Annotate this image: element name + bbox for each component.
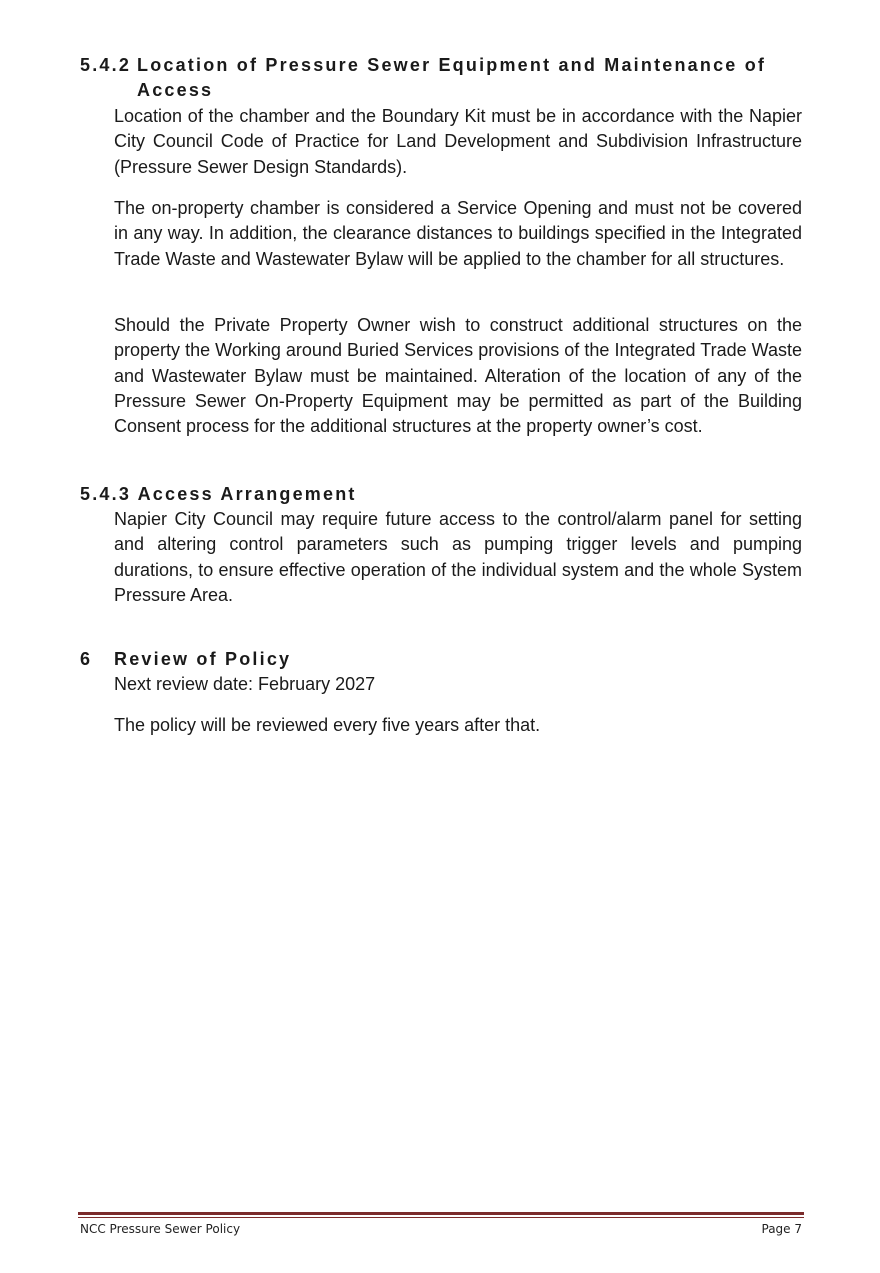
footer-document-title: NCC Pressure Sewer Policy bbox=[80, 1222, 241, 1236]
footer-rule-thin bbox=[78, 1217, 804, 1218]
section-title-line-1: Location of Pressure Sewer Equipment and Maintenance of bbox=[137, 55, 767, 75]
paragraph: The policy will be reviewed every five years after that. bbox=[114, 715, 541, 735]
section-title: Access Arrangement bbox=[137, 484, 357, 504]
section-title: Review of Policy bbox=[114, 649, 292, 669]
paragraph: The on-property chamber is considered a Service Opening and must not be covered in any way. In addition, the clearance distances to buildings specified in the Integrated Trade Waste and Wastewater Bylaw will be applied to the chamber for all structures. bbox=[114, 198, 802, 269]
footer-rule bbox=[78, 1212, 804, 1215]
section-title-line-2: Access bbox=[137, 80, 214, 100]
paragraph: Location of the chamber and the Boundary Kit must be in accordance with the Napier City Council Code of Practice for Land Development and Subdivision Infrastructure (Pressure Sewer Design Standards). bbox=[114, 106, 802, 177]
section-heading-5-4-2 bbox=[80, 53, 800, 103]
section-heading-6 bbox=[80, 647, 291, 672]
section-number: 5.4.3 bbox=[80, 484, 132, 504]
paragraph: Should the Private Property Owner wish to construct additional structures on the property the Working around Buried Services provisions of the Integrated Trade Waste and Wastewater Bylaw must be maintained. Alteration of the location of any of the Pressure Sewer On-Property Equipment may be permitted as part of the Building Consent process for the additional structures at the property owner’s cost. bbox=[114, 315, 802, 437]
footer-page-number: Page 7 bbox=[761, 1222, 802, 1236]
paragraph: Napier City Council may require future access to the control/alarm panel for setting and altering control parameters such as pumping trigger levels and pumping durations, to ensure effective operation of the individual system and the whole System Pressure Area. bbox=[114, 509, 802, 605]
paragraph: Next review date: February 2027 bbox=[114, 674, 376, 694]
section-number: 5.4.2 bbox=[80, 55, 132, 75]
section-heading-5-4-3 bbox=[80, 482, 357, 507]
section-number: 6 bbox=[80, 649, 93, 669]
